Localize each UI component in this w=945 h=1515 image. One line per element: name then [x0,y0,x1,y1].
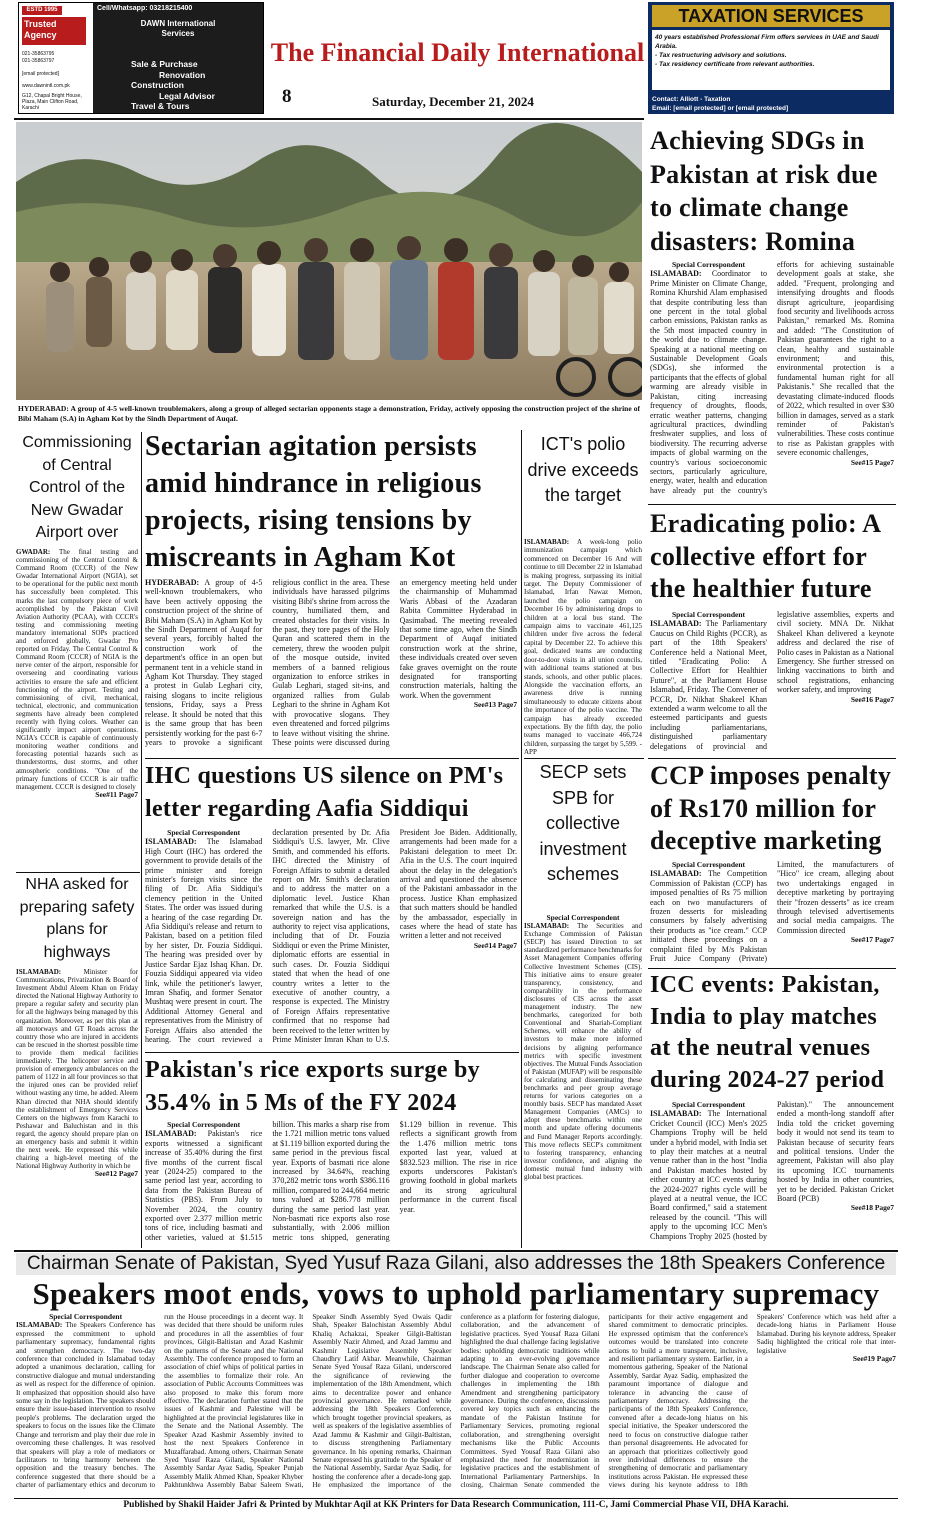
secp-article: Special Correspondent ISLAMABAD: The Securities and Exchange Commission of Pakistan (SECP) has issued Direction to set standardized performance benchmarks for Asset Management Companies offering Collective Investment Schemes (CIS). This initiative aims to ensure greater transparency, consistency, and comparability in the performance disclosures of CIS across the asset management industry. The new benchmarks, categorized for both Conventional and Shariah-Compliant Schemes, will enhance the ability of investors to make more informed decisions by aligning performance metrics with specific investment objectives. The Mutual Funds Association of Pakistan (MUFAP) will be responsible for calculating and disseminating these benchmarks and peer group average returns for various categories on a monthly basis. SECP has mandated Asset Management Companies (AMCs) to adopt these benchmarks within one month and update offering documents and Fund Manager Reports accordingly. This move reflects SECP's commitment to fostering transparency, enhancing investor confidence, and aligning the domestic mutual fund industry with global best practices. [524,914,642,1181]
newspaper-title: The Financial Daily International [270,38,645,67]
sdg-see: See#15 Page7 [850,457,894,467]
footer-imprint: Published by Shakil Haider Jafri & Printed by Mukhtar Aqil at KK Printers for Data Research Communication, 111-C, Jami Commercial Phase VII, DHA Karachi. [123,1500,789,1510]
ad-tax-body: 40 years established Professional Firm offers services in UAE and Saudi Arabia. - Tax restructuring advisory and solutions. - Tax residency certificate from relevant authorities. [652,30,890,90]
icc-article: Special Correspondent ISLAMABAD: The International Cricket Council (ICC) Men's 2025 Champions Trophy will be held under a hybrid model, with India set to play their matches at a neutral venue rather than in the host "India and Pakistan matches hosted by either country at ICC events during the 2024-2027 rights cycle will be played at a neutral venue, the ICC Board confirmed," said a statement released by the council. "This will apply to the upcoming ICC Men's Champions Trophy 2025 (hosted by Pakistan)." The announcement ended a month-long standoff after India told the cricket governing body it would not send its team to Pakistan because of security fears and political tensions. Under the agreement, Pakistan will also play its upcoming ICC tournaments hosted by India in other countries, yet to be decided. Pakistan Cricket Board (PCB) See#18 Page7 [650,1100,894,1241]
ad-phones: 021-35863795 021-35863797 [22,51,55,64]
sdg-article: Special Correspondent ISLAMABAD: Coordinator to Prime Minister on Climate Change, Romina Khurshid Alam emphasised that despite contributing less than one percent in the total global carbon emissions, Pakistan ranks as the 5th most impacted country in the world due to climate change. Speaking at a national meeting on Sustainable Development Goals (SDGs), she informed the participants that the effects of global warming are already visible in Pakistan, citing increasing frequency of droughts, floods, erratic weather patterns, changing agricultural practices, dwindling freshwater supplies, and loss of biodiversity. The recurring adverse impacts of global warming on the country's various socioeconomic sectors, particularly agriculture, energy, water, health and education have already put the country's efforts for achieving sustainable development goals at stake, she added. "Frequent, prolonging and intensifying droughts and floods disrupt agriculture, jeopardising food security and livelihoods across Pakistan," remarked Ms. Romina and added: "The Constitution of Pakistan guarantees the right to a clean, healthy and sustainable environment; and this, environmental protection is a fundamental human right for all Pakistanis." She recalled that the devastating climate-induced floods of 2022, which resulted in over $30 billion in damages, served as a stark reminder of Pakistan's vulnerabilities. These costs continue to rise as Pakistan grapples with severe economic challenges, See#15 Page7 [650,260,894,495]
ad-web: www.dawnintl.com.pk [22,83,70,89]
ihc-headline: IHC questions US silence on PM's letter regarding Aafia Siddiqui [145,763,504,822]
ad-logo: Trusted Agency [22,17,86,45]
polio-drive-article: ISLAMABAD: A week-long polio immunization campaign which commenced on December 16 And will continue to till December 22 in Islamabad is making progress, surpassing its initial target. The Deputy Commissioner of Islamabad, Irfan Nawaz Memon, launched the polio campaign on December 16 by administering drops to children at a local bus stand. The campaign aims to vaccinate 461,125 children under five across the federal capital by December 22. To achieve this goal, dedicated teams are conducting door-to-door visits in all union councils, with additional teams stationed at bus stands, schools, and other public places. Alongside the vaccination efforts, an awareness drive is running simultaneously to educate citizens about the importance of the polio vaccine. The campaign has already exceeded expectations. By the fifth day, the polio teams managed to vaccinate 466,724 children, surpassing the target by 5,599. - APP [524,538,642,756]
rice-article: Special Correspondent ISLAMABAD: Pakistan's rice exports witnessed a significant increase of 35.40% during the first five months of the current fiscal year (2024-25) compared to the same period last year, according to data from the Pakistan Bureau of Statistics (PBS). From July to November 2024, the country exported over 2.377 million metric tons of rice, including basmati and other varieties, valued at $1.515 billion. This marks a sharp rise from the 1.721 million metric tons valued at $1.119 billion exported during the same period in the previous fiscal year. Exports of basmati rice alone increased by 34.64%, reaching 370,282 metric tons worth $386.116 million, compared to 244,664 metric tons valued at $286.778 million during the same period last year. Non-basmati rice exports also rose substantially, with 2.006 million metric tons shipped, generating $1.129 billion in revenue. This reflects a significant growth from the 1.476 million metric tons exported last year, valued at $832.523 million. The rise in rice exports underscores Pakistan's growing foothold in global markets and its strong agricultural performance in the current fiscal year. [145,1120,517,1242]
ad-email: [email protected] [22,71,59,77]
protest-photo [16,122,642,400]
speakers-article: Special Correspondent ISLAMABAD: The Speakers Conference has expressed the commitment to uphold parliamentary supremacy, fundamental rights and strengthen democracy. The two-day conference that concluded in Islamabad today adopted a unanimous declaration, calling for constructive dialogue and mutual understanding as well as respect for the difference of opinion. It emphasized that opposition should also have some say in the legislation. The speakers should ensure their issue-based intervention to resolve people's problems. The declaration urged the speakers to focus on the issues like the Climate Change and terrorism and play their due role in overcoming these challenges. It was resolved that speakers will play a role of mediators or facilitators to bring harmony between the opposition and the treasury benches. The conference suggested that there should be a charter of parliamentary ethics and decorum to run the House proceedings in a decent way. It was decided that there should be uniform rules and procedures in all the assemblies of four provinces, Gilgit-Baltistan and Azad Kashmir on the patterns of the Senate and the National Assembly. The conference proposed to form an association of chief whips of political parties in the assemblies to formalize their role. An association of Public Accounts Committees was also proposed to make this forum more effective. The declaration further stated that the issues of Kashmir and Palestine will be highlighted at the provincial legislatures like in the Senate and the National Assembly. The Speaker Azad Kashmir Assembly invited to host the next Speakers Conference in Muzaffarabad. Among others, Chairman Senate Syed Yusuf Raza Gilani, Speaker National Assembly Sardar Ayaz Sadiq, Speaker Punjab Assembly Malik Ahmed Khan, Speaker Khyber Pakhtunkhwa Assembly Babar Saleem Swati, Speaker Sindh Assembly Syed Owais Qadir Shah, Speaker Balochistan Assembly Abdul Khaliq Achakzai, Speaker Gilgit-Baltistan Assembly Nazir Ahmed, and Azad Jammu and Kashmir Legislative Assembly Speaker Chaudhry Latif Akbar. Meanwhile, Chairman Senate Syed Yousaf Raza Gilani, underscored the significance of reviewing the implementation of the 18th Amendment, which aims to decentralize power and enhance provincial governance. He remarked while addressing the 18th Speakers Conference, which brought together provincial speakers, as well as speakers of the legislative assemblies of Azad Jammu & Kashmir and Gilgit-Baltistan, to discuss strengthening Parliamentary governance. In his opening remarks, Chairman Senate expressed his gratitude to the Speaker of the National Assembly, Sardar Ayaz Sadiq, for hosting the conference after a decade-long gap. He emphasized the importance of the conference as a platform for fostering dialogue, collaboration, and the advancement of legislative practices. Syed Yousaf Raza Gilani highlighted the dual challenge facing legislative bodies: upholding democratic traditions while adapting to an ever-evolving governance landscape. The Chairman Senate also called for further dialogue and cooperation to overcome challenges in implementing the 18th Amendment and strengthening participatory governance. During the conference, discussions covered key topics such as enhancing the mandate of the Pakistan Institute for Parliamentary Services, promoting regional collaboration, and strengthening oversight mechanisms like the Public Accounts Committees. Syed Yousaf Raza Gilani also emphasized the need for modernization in legislative practices and the establishment of International Parliamentary Partnerships. In closing, Chairman Senate commended the participants for their active engagement and shared commitment to democratic principles. He expressed optimism that the conference's outcomes would be translated into concrete actions to build a more transparent, inclusive, and resilient parliamentary system. Earlier, in a momentous gathering, Speaker of the National Assembly, Sardar Ayaz Sadiq, emphasized the paramount importance of dialogue and tolerance in advancing the cause of parliamentary democracy. Addressing the participants of the 18th Speakers' Conference, convened after a decade-long hiatus on his special initiative, the Speaker underscored the need to focus on constructive dialogue rather than personal disagreements. He advocated for an approach that prioritizes collectively good over individual differences to ensure the strengthening of democratic and parliamentary institutions across Pakistan. He expressed these views during his keynote address to 18th Speakers' Conference which was held after a decade-long hiatus in Parliament House Islamabad. During his keynote address, Speaker Sadiq highlighted the critical role that inter-legislative See#19 Page7 [16,1313,896,1490]
icc-headline: ICC events: Pakistan, India to play matches at the neutral venues during 2024-27 period [650,972,885,1093]
speakers-headline: Speakers moot ends, vows to uphold parliamentary supremacy [32,1276,880,1311]
ad-cell: Cell/Whatsapp: 03218215400 [97,5,193,12]
ihc-article: Special Correspondent ISLAMABAD: The Islamabad High Court (IHC) has ordered the government to provide details of the prime minister and foreign minister's foreign visits since the filing of Dr. Afia Siddiqui's clemency petition in the United States. The order was issued during a hearing of the case regarding Dr. Afia Siddiqui's release and return to Pakistan, based on a petition filed by her sister, Dr. Fouzia Siddiqui. The hearing was presided over by Justice Sardar Ejaz Ishaq Khan. Dr. Fouzia Siddiqui appeared via video link, while the petitioner's lawyer, Imran Shafiq, and former Senator Mushtaq were present in court. The Additional Attorney General and representatives from the Ministry of Foreign Affairs also attended the hearing. The court reviewed a declaration presented by Dr. Afia Siddiqui's U.S. lawyer, Mr. Clive Smith, and commended his efforts. IHC directed the Ministry of Foreign Affairs to submit a detailed report on Mr. Smith's declaration and to address the matter on a diplomatic level. Justice Khan remarked that while the U.S. is a sovereign nation and has the authority to reject visa applications, including that of Dr. Fouzia Siddiqui or even the Prime Minister, diplomatic efforts are essential in such cases. Dr. Fouzia Siddiqui stated that when the head of one country writes a letter to the executive of another country, a response is expected. The Ministry of Foreign Affairs representative confirmed that no response had been received to the letter written by Prime Minister Imran Khan to U.S. President Joe Biden. Additionally, arrangements had been made for a Pakistani delegation to meet Dr. Afia in the U.S. The court inquired about the delay in the delegation's arrival and questioned the absence of the Pakistani ambassador in the process. Justice Khan emphasized that such matters should be handled by the ambassador, especially in cases where the head of state has written a letter and not received See#14 Page7 [145,828,517,1044]
ccp-article: Special Correspondent ISLAMABAD: The Competition Commission of Pakistan (CCP) has imposed penalties of Rs 75 million each on two manufacturers of frozen desserts for misleading consumers by falsely advertising their products as "ice cream." CCP initiated these proceedings on a complaint filed by M/s Pakistan Fruit Juice Company (Private) Limited, the manufacturers of "Hico" ice cream, alleging about two undertakings engaged in deceptive marketing by portraying their "frozen desserts" as ice cream through televised advertisements and social media campaigns. The Commission directed See#17 Page7 [650,860,894,964]
speakers-kicker: Chairman Senate of Pakistan, Syed Yusuf Raza Gilani, also addresses the 18th Speakers Conference [16,1253,896,1275]
secp-headline: SECP sets SPB for collective investment schemes [539,762,627,884]
page-number: 8 [282,86,292,107]
ccp-headline: CCP imposes penalty of Rs170 million for deceptive marketing [650,761,892,855]
issue-date: Saturday, December 21, 2024 [372,94,534,109]
sectarian-article: HYDERABAD: A group of 4-5 well-known troublemakers, who have been actively opposing the construction project of the shrine of Bibi Maham (S.A) in Agham Kot by the Sindh Department of Auqaf for several years, forcibly halted the construction work of the department's office in an open but permanent tent in a vehicle stand in Agham Kot Thursday. They staged a protest in Gulab Leghari city, raising slogans to incite religious tensions, Friday, says a Press release. It should be noted that this is the same group that has been persistently working for the past 6-7 years to provoke a significant religious conflict in the area. These individuals have harassed pilgrims visiting Bibi's shrine from across the country, humiliated them, and created obstacles for their visits. In the past, they tore pages of the Holy Quran and scattered them in the cemetery, threw the wooden pulpit of the mosque outside, invited members of a banned religious organization to enforce strikes in Gulab Leghari, staged sit-ins, and organized rallies from Gulab Leghari to the shrine in Agham Kot with provocative slogans. They even threatened and forced pilgrims to leave without visiting the shrine. These points were discussed during an emergency meeting held under the chairmanship of Muhammad Waris Abbasi of the Azadaran Rabita Committee Hyderabad in Qasimabad. The meeting revealed that some time ago, when the Sindh Department of Auqaf initiated construction work at the shrine, these individuals created over seven fake graves overnight on the route designated for transporting construction materials, halting the work. When the government See#13 Page7 [145,578,517,747]
ad-dawn-international [18,2,264,114]
sectarian-headline: Sectarian agitation persists amid hindrance in religious projects, rising tensions by miscreants in Agham Kot [145,431,482,573]
photo-caption: HYDERABAD: A group of 4-5 well-known troublemakers, along a group of alleged sectarian opponents stage a demonstration, Friday, actively opposing the construction project of the shrine of Bibi Maham (S.A) in Agham Kot by the Sindh Department of Auqaf. [18,404,640,423]
gwadar-headline: Commissioning of Central Control of the New Gwadar Airport over [22,434,132,541]
ad-tax-title: TAXATION SERVICES [652,5,890,27]
polio-collective-headline: Eradicating polio: A collective effort for the healthier future [650,509,880,603]
ad-tax-email: Email: [email protected] or [email protected] [652,105,789,112]
ad-services: Sale & Purchase Renovation Construction Legal Advisor Travel & Tours [131,59,215,111]
ad-tax-contact: Contact: Alliott - Taxation [652,96,731,103]
nha-article: ISLAMABAD: Minister for Communications, Privatization & Board of Investment Abdul Aleem Khan on Friday directed the National Highway Authority to prepare a regular safety and security plan for all the highways being managed by this organization. Moreover, as per this plan at all motorways and GT Roads across the country those who are injured in accidents can be rescued in the shortest possible time to provide them medical facilities immediately. The helicopter service and provision of emergency ambulances on the pattern of 1122 in all four provinces so that the injured ones can be provided relief without wasting any time, he added. Aleem Khan directed that NHA should identify the establishment of Emergency Services Centers on the highways from Karachi to Peshawar and Baluchistan and in this regard, the agency should prepare plan on an emergency basis and submit it within the next week. He expressed this while chairing a high-level meeting of the National Highway Authority in which he See#12 Page7 [16,968,138,1179]
ad-taxation [648,2,894,114]
rice-headline: Pakistan's rice exports surge by 35.4% in 5 Ms of the FY 2024 [145,1057,480,1116]
ad-address: G12, Chapal Bright House, Plaza, Main Clifton Road, Karachi [22,93,82,111]
polio-drive-headline: ICT's polio drive exceeds the target [527,434,639,505]
gwadar-article: GWADAR: The final testing and commissioning of the Central Control & Command Room (CCCR) of the New Gwadar International Airport (NGIA), set to be operational for the public next month has successfully been completed. This marks the last compulsory piece of work accomplished by the Pakistan Civil Aviation Authority (PCAA), with CCCR's testing and commissioning meeting mandatory international SOPs practiced and enforced globally, Gwadar Pro reported on Friday. The Central Control & Command Room (CCCR) of NGIA is the nerve center of the airport, responsible for overseeing and coordinating various activities to ensure the safe and efficient functioning of the airport. Testing and commissioning of civil, mechanical, technical, electronic, and communication segments have already been completed recently with flying colors. Weather can significantly impact airport operations. NGIA's CCCR is capable of continuously monitoring weather conditions and forecasting potential hazards such as thunderstorms, dust storms, and other atmospheric conditions. "One of the primary functions of CCCR is air traffic management. CCCR is designed to closely See#11 Page7 [16,548,138,799]
sdg-headline: Achieving SDGs in Pakistan at risk due to climate change disasters: Romina [650,126,878,256]
estd-badge: ESTD 1995 [22,6,62,15]
ad-company: DAWN International Services [140,19,216,38]
polio-collective-article: Special Correspondent ISLAMABAD: The Parliamentary Caucus on Child Rights (PCCR), as part of the 18th Speakers' Conference held a National Meet, titled "Eradicating Polio: A Collective Effort for Healthier Future", at the Parliament House Islamabad, Friday. The Convener of PCCR, Dr. Nikhat Shakeel Khan extended a warm welcome to all the esteemed participants and guests including parliamentarians, distinguished parliamentary delegations of provincial and legislative assemblies, experts and civil society. MNA Dr. Nikhat Shakeel Khan delivered a keynote address and declared the rise of Polio cases in Pakistan as a National Emergency. She further stressed on linking vaccinations to birth and school registrations, enhancing worker safety, and improving See#16 Page7 [650,610,894,751]
nha-headline: NHA asked for preparing safety plans for highways [19,876,135,961]
